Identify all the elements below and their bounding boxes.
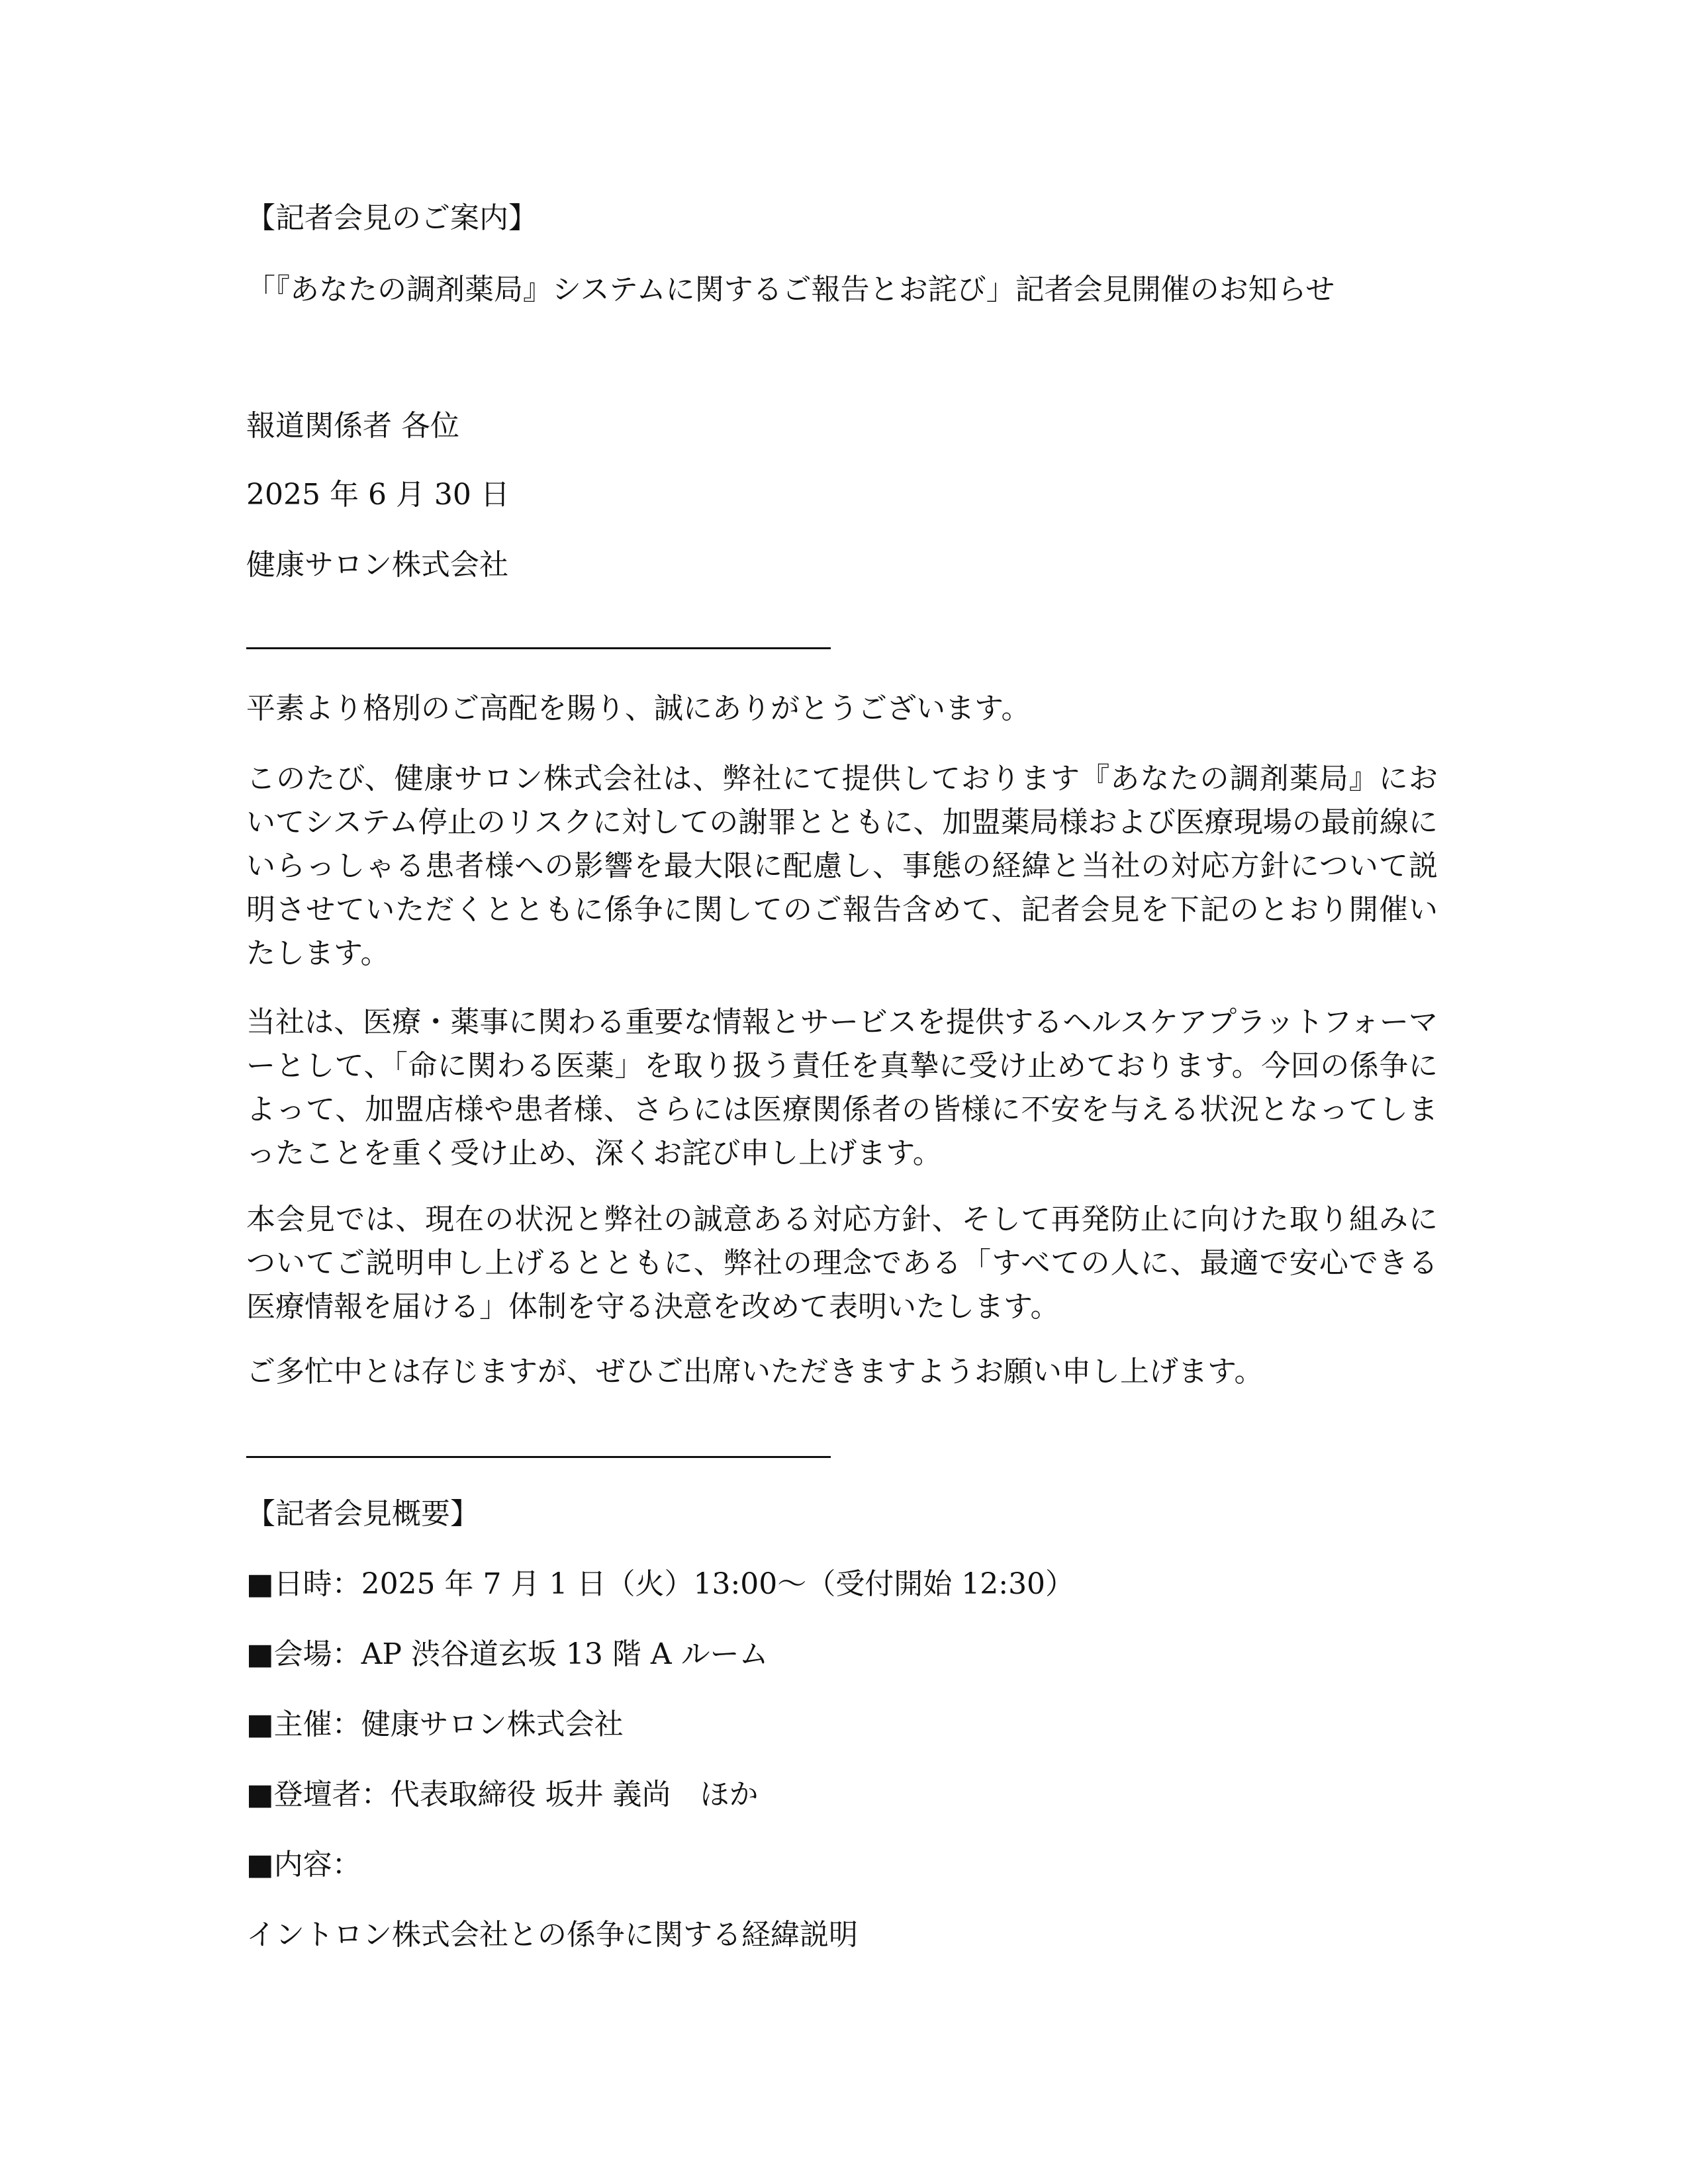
issue-date: 2025 年 6 月 30 日 <box>246 478 510 512</box>
document-title: 「『あなたの調剤薬局』システムに関するご報告とお詫び」記者会見開催のお知らせ <box>246 273 1335 306</box>
overview-organizer: ■主催：健康サロン株式会社 <box>246 1707 624 1741</box>
divider <box>246 1456 831 1458</box>
overview-heading: 【記者会見概要】 <box>246 1497 479 1531</box>
overview-speakers: ■登壇者：代表取締役 坂井 義尚 ほか <box>246 1778 759 1811</box>
company-name: 健康サロン株式会社 <box>246 548 508 582</box>
overview-content-label: ■内容： <box>246 1848 361 1882</box>
purpose-paragraph: 本会見では、現在の状況と弊社の誠意ある対応方針、そして再発防止に向けた取り組みについてご説明申し上げるとともに、弊社の理念である「すべての人に、最適で安心できる医療情報を届ける」体制を守る決意を改めて表明いたします。 <box>246 1203 1438 1324</box>
greeting-paragraph: 平素より格別のご高配を賜り、誠にありがとうございます。 <box>246 692 1031 725</box>
announcement-label: 【記者会見のご案内】 <box>246 201 538 235</box>
overview-datetime: ■日時：2025 年 7 月 1 日（火）13:00～（受付開始 12:30） <box>246 1567 1075 1601</box>
responsibility-paragraph: 当社は、医療・薬事に関わる重要な情報とサービスを提供するヘルスケアプラットフォーマーとして、「命に関わる医薬」を取り扱う責任を真摯に受け止めております。今回の係争によって、加盟店様や患者様、さらには医療関係者の皆様に不安を与える状況となってしまったことを重く受け止め、深くお詫び申し上げます。 <box>246 1005 1438 1170</box>
overview-content-item: イントロン株式会社との係争に関する経緯説明 <box>246 1918 858 1952</box>
announcement-paragraph: このたび、健康サロン株式会社は、弊社にて提供しております『あなたの調剤薬局』においてシステム停止のリスクに対しての謝罪とともに、加盟薬局様および医療現場の最前線にいらっしゃる患者様への影響を最大限に配慮し、事態の経緯と当社の対応方針について説明させていただくとともに係争に関してのご報告含めて、記者会見を下記のとおり開催いたします。 <box>246 762 1438 970</box>
closing-paragraph: ご多忙中とは存じますが、ぜひご出席いただきますようお願い申し上げます。 <box>246 1355 1264 1388</box>
overview-venue: ■会場：AP 渋谷道玄坂 13 階 A ルーム <box>246 1637 769 1671</box>
addressee: 報道関係者 各位 <box>246 409 459 443</box>
divider <box>246 647 831 649</box>
